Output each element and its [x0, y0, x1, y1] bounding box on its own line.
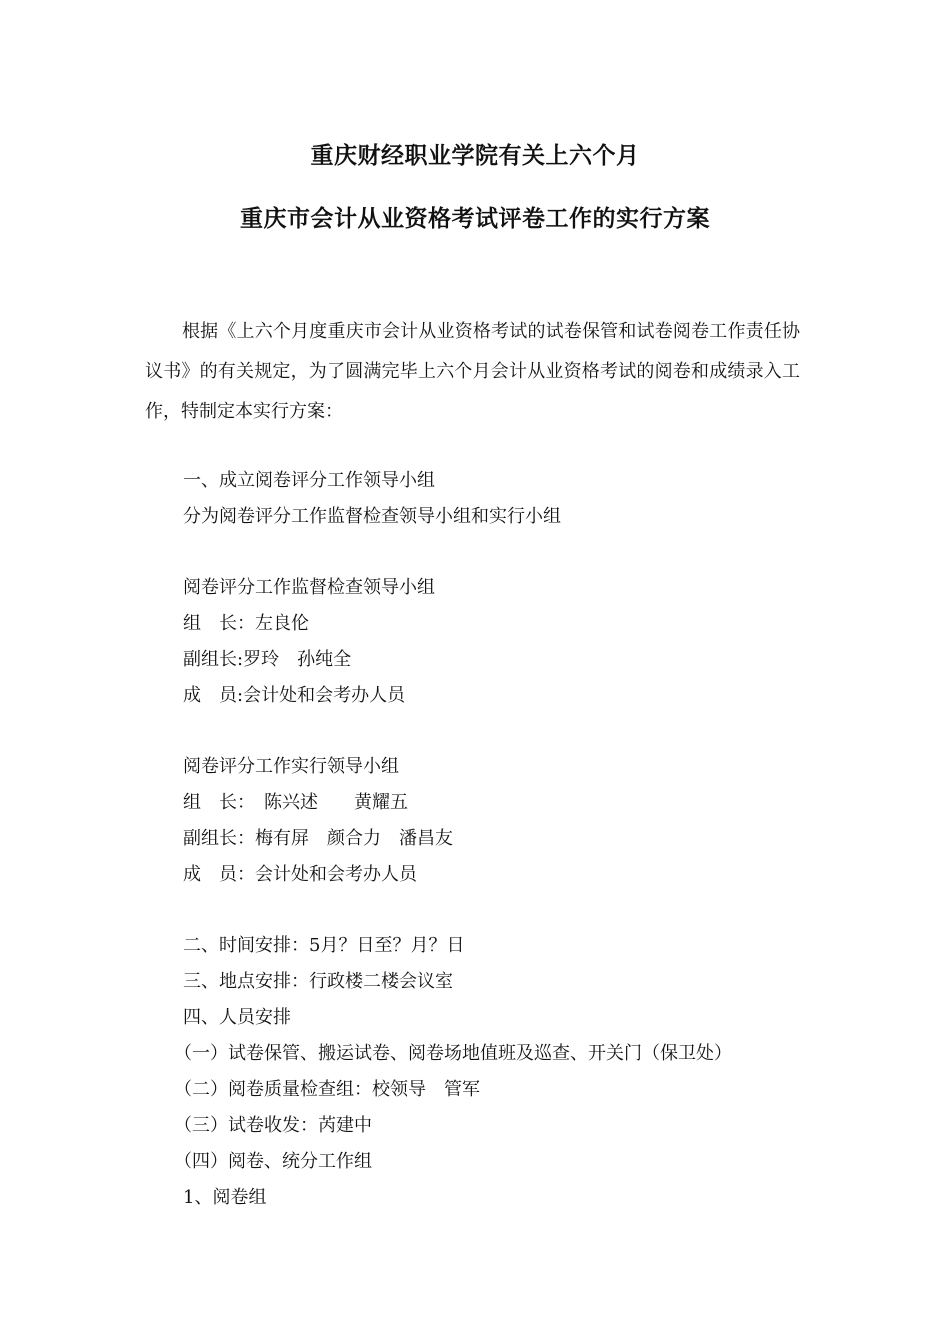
section-2-time: 二、时间安排：5月？日至？月？日 — [183, 935, 465, 956]
section-4-heading: 四、人员安排 — [183, 1007, 291, 1028]
exec-group-members: 成 员：会计处和会考办人员 — [183, 864, 417, 885]
exec-group-deputy: 副组长：梅有屏 颜合力 潘昌友 — [183, 828, 453, 849]
section-4-item-4: （四）阅卷、统分工作组 — [174, 1151, 372, 1172]
title-line-1: 重庆财经职业学院有关上六个月 — [310, 143, 640, 169]
supervise-group-deputy: 副组长:罗玲 孙纯全 — [183, 649, 352, 670]
section-3-location: 三、地点安排：行政楼二楼会议室 — [183, 971, 453, 992]
section-4-item-1: （一）试卷保管、搬运试卷、阅卷场地值班及巡查、开关门（保卫处） — [174, 1043, 732, 1064]
supervise-group-members: 成 员:会计处和会考办人员 — [183, 685, 406, 706]
exec-group-leader: 组 长： 陈兴述 黄耀五 — [183, 792, 408, 813]
intro-paragraph: 根据《上六个月度重庆市会计从业资格考试的试卷保管和试卷阅卷工作责任协议书》的有关规定，为了圆满完毕上六个月会计从业资格考试的阅卷和成绩录入工作，特制定本实行方案： — [145, 321, 800, 422]
section-4-sub-1: 1、阅卷组 — [183, 1187, 267, 1208]
supervise-group-leader: 组 长：左良伦 — [183, 613, 309, 634]
supervise-group-heading: 阅卷评分工作监督检查领导小组 — [183, 577, 435, 598]
title-line-2: 重庆市会计从业资格考试评卷工作的实行方案 — [240, 206, 710, 232]
section-4-item-3: （三）试卷收发：芮建中 — [174, 1115, 372, 1136]
section-4-item-2: （二）阅卷质量检查组：校领导 管军 — [174, 1079, 480, 1100]
exec-group-heading: 阅卷评分工作实行领导小组 — [183, 756, 399, 777]
section-1-heading: 一、成立阅卷评分工作领导小组 — [183, 470, 435, 491]
section-1-subtitle: 分为阅卷评分工作监督检查领导小组和实行小组 — [183, 506, 561, 527]
